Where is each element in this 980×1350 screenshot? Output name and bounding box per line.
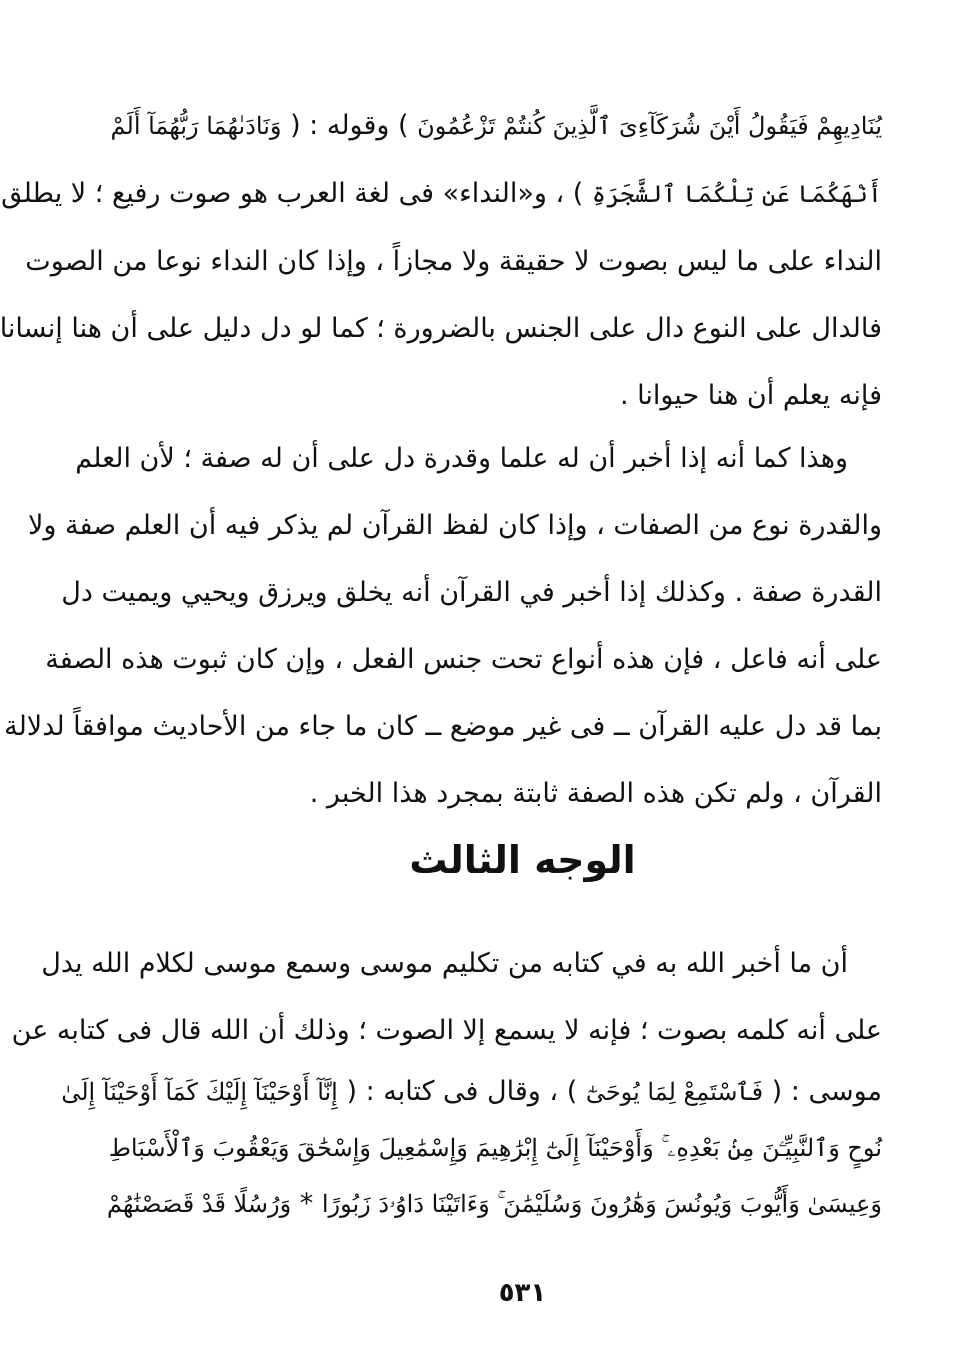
text-segment: ) ، و«النداء» فى لغة العرب هو صوت رفيع ؛ لا يطلق: [1, 178, 584, 209]
paragraph-3: [11, 930, 882, 1232]
quran-quote: أَنْهَكُمَا عَن تِلْكُمَا ٱلشَّجَرَةِ: [591, 180, 882, 208]
paragraph-1-line-1: [110, 92, 882, 160]
paragraph-3-line-1: أن ما أخبر الله به في كتابه من تكليم موسى وسمع موسى لكلام الله يدل: [41, 948, 848, 979]
paragraph-2-line-4: على أنه فاعل ، فإن هذه أنواع تحت جنس الفعل ، وإن كان ثبوت هذه الصفة: [45, 644, 882, 675]
quran-quote: وَنَادَىٰهُمَا رَبُّهُمَآ أَلَمْ: [110, 112, 282, 140]
text-segment: موسى : (: [771, 1076, 882, 1107]
paragraph-2: [4, 425, 882, 827]
paragraph-2-line-3: القدرة صفة . وكذلك إذا أخبر في القرآن أنه يخلق ويرزق ويحيي ويميت دل: [61, 577, 882, 608]
quran-quote: وَرُسُلًا قَدْ قَصَصْنَٰهُمْ: [106, 1190, 292, 1218]
text-segment: ) وقوله : (: [290, 110, 409, 141]
quran-quote: فَٱسْتَمِعْ لِمَا يُوحَىٰٓ: [585, 1078, 764, 1106]
section-heading: الوجه الثالث: [409, 838, 636, 882]
text-segment: ) ، وقال فى كتابه : (: [346, 1076, 578, 1107]
quran-quote: إِنَّآ أَوْحَيْنَآ إِلَيْكَ كَمَآ أَوْحَيْنَآ إِلَىٰ: [61, 1078, 338, 1106]
quran-quote: وَعِيسَىٰ وَأَيُّوبَ وَيُونُسَ وَهَٰرُونَ وَسُلَيْمَٰنَ ۚ وَءَاتَيْنَا دَاوُۥدَ زَبُورًا: [321, 1190, 882, 1218]
paragraph-3-line-2: على أنه كلمه بصوت ؛ فإنه لا يسمع إلا الصوت ؛ وذلك أن الله قال فى كتابه عن: [11, 1015, 882, 1046]
paragraph-1-line-4: فالدال على النوع دال على الجنس بالضرورة ؛ كما لو دل دليل على أن هنا إنسانا: [0, 313, 882, 344]
quran-quote: يُنَادِيهِمْ فَيَقُولُ أَيْنَ شُرَكَآءِىَ ٱلَّذِينَ كُنتُمْ تَزْعُمُونَ: [417, 112, 882, 140]
paragraph-2-line-5: بما قد دل عليه القرآن ــ فى غير موضع ــ كان ما جاء من الأحاديث موافقاً لدلالة: [4, 711, 882, 742]
page-number: ٥٣١: [498, 1278, 547, 1308]
paragraph-1-line-2: [1, 160, 882, 228]
paragraph-3-line-4: [108, 1120, 882, 1176]
paragraph-2-line-1: وهذا كما أنه إذا أخبر أن له علما وقدرة دل على أن له صفة ؛ لأن العلم: [75, 443, 848, 474]
paragraph-1-line-3: النداء على ما ليس بصوت لا حقيقة ولا مجازاً ، وإذا كان النداء نوعا من الصوت: [25, 246, 882, 277]
paragraph-1: [0, 92, 882, 429]
paragraph-3-line-5: [106, 1176, 882, 1232]
verse-separator: *: [299, 1188, 314, 1219]
paragraph-2-line-2: والقدرة نوع من الصفات ، وإذا كان لفظ القرآن لم يذكر فيه أن العلم صفة ولا: [27, 510, 882, 541]
quran-quote: نُوحٍ وَٱلنَّبِيِّـۧنَ مِنۢ بَعْدِهِۦ ۚ وَأَوْحَيْنَآ إِلَىٰٓ إِبْرَٰهِيمَ وَإِسْمَٰعِيلَ وَإِسْحَٰقَ وَيَعْقُوبَ وَٱلْأَسْبَاطِ: [108, 1134, 882, 1162]
paragraph-2-line-6: القرآن ، ولم تكن هذه الصفة ثابتة بمجرد هذا الخبر .: [309, 778, 882, 809]
paragraph-3-line-3: [61, 1064, 882, 1120]
paragraph-1-line-5: فإنه يعلم أن هنا حيوانا .: [619, 380, 882, 411]
